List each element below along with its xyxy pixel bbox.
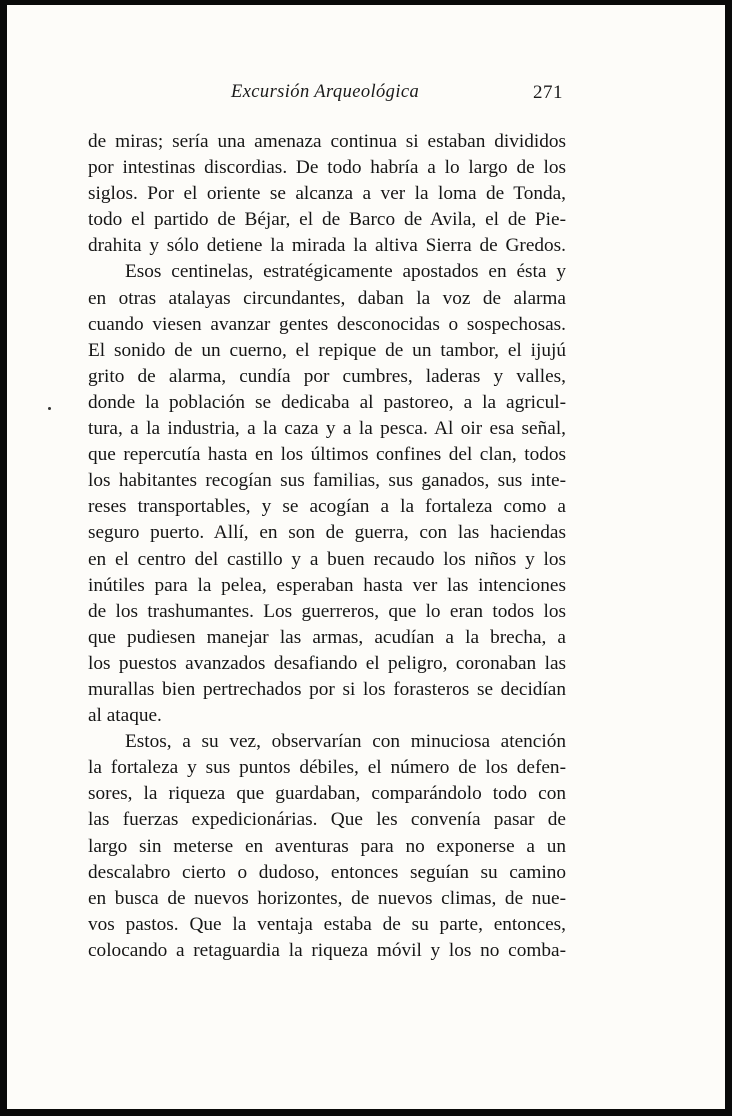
text-line: inútiles para la pelea, esperaban hasta ver las intenciones [88,574,566,596]
text-line: sores, la riqueza que guardaban, comparándolo todo con [88,783,566,805]
text-line: Estos, a su vez, observarían con minuciosa atención [125,731,566,753]
text-line: los puestos avanzados desafiando el peligro, coronaban las [88,652,566,674]
running-head [7,82,725,106]
text-line: en el centro del castillo y a buen recaudo los niños y los [88,548,566,570]
text-line: las fuerzas expedicionárias. Que les convenía pasar de [88,809,566,831]
text-line: de miras; sería una amenaza continua si estaban divididos [88,131,566,152]
text-line: de los trashumantes. Los guerreros, que lo eran todos los [88,600,566,622]
text-line: los habitantes recogían sus familias, sus ganados, sus inte- [88,470,566,492]
text-line: murallas bien pertrechados por si los forasteros se decidían [88,678,566,700]
text-line: por intestinas discordias. De todo habría a lo largo de los [88,157,566,179]
paragraph [88,129,566,259]
running-title: Excursión Arqueológica [231,82,420,102]
text-line: al ataque. [88,705,162,727]
text-line: Esos centinelas, estratégicamente apostados en ésta y [125,261,566,283]
body-text [88,129,566,964]
text-line: en otras atalayas circundantes, daban la voz de alarma [88,287,566,309]
text-line: siglos. Por el oriente se alcanza a ver la loma de Tonda, [88,183,566,205]
text-line: grito de alarma, cundía por cumbres, laderas y valles, [88,365,566,387]
text-line: en busca de nuevos horizontes, de nuevos climas, de nue- [88,887,566,909]
text-line: tura, a la industria, a la caza y a la pesca. Al oir esa señal, [88,418,566,440]
text-line: cuando viesen avanzar gentes desconocidas o sospechosas. [88,313,566,335]
paragraph [88,729,566,964]
text-line: colocando a retaguardia la riqueza móvil y los no comba- [88,939,566,961]
text-line: que repercutía hasta en los últimos confines del clan, todos [88,444,566,466]
page-number: 271 [533,82,563,103]
text-line: El sonido de un cuerno, el repique de un tambor, el ijujú [88,339,566,361]
text-line: que pudiesen manejar las armas, acudían a la brecha, a [88,626,566,648]
text-line: reses transportables, y se acogían a la fortaleza como a [88,496,566,518]
print-speck [48,407,51,410]
book-page [7,5,725,1109]
text-line: vos pastos. Que la ventaja estaba de su parte, entonces, [88,913,566,935]
text-line: todo el partido de Béjar, el de Barco de Avila, el de Pie- [88,209,566,231]
text-line: seguro puerto. Allí, en son de guerra, con las haciendas [88,522,566,544]
text-line: donde la población se dedicaba al pastoreo, a la agricul- [88,391,566,413]
text-line: drahita y sólo detiene la mirada la altiva Sierra de Gredos. [88,235,566,257]
text-line: descalabro cierto o dudoso, entonces seguían su camino [88,861,566,883]
text-line: la fortaleza y sus puntos débiles, el número de los defen- [88,757,566,779]
paragraph [88,259,566,729]
text-line: largo sin meterse en aventuras para no exponerse a un [88,835,566,857]
